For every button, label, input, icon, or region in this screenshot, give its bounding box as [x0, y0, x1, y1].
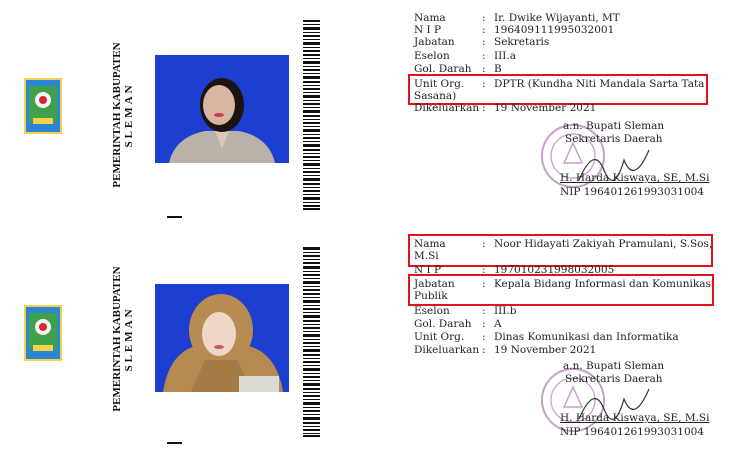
- value-jabatan: Sekretaris: [494, 36, 550, 48]
- signatory-name: H. Harda Kiswaya, SE, M.Si: [560, 412, 710, 424]
- value-jabatan-line2: Publik: [414, 290, 448, 302]
- org-name-line1: PEMERINTAH KABUPATEN: [111, 42, 123, 188]
- highlight-unit-org: [408, 74, 708, 105]
- photo-person-1: [155, 55, 289, 163]
- value-nip: 196409111995032001: [494, 24, 615, 36]
- highlight-jabatan: [408, 274, 714, 306]
- org-vertical-title: [111, 35, 135, 195]
- value-nama: Ir. Dwike Wijayanti, MT: [494, 12, 620, 24]
- value-nama-line2: M.Si: [414, 250, 439, 262]
- divider-dash: [167, 216, 182, 218]
- value-eselon: III.a: [494, 50, 517, 62]
- value-jabatan: Kepala Bidang Informasi dan Komunikasi: [494, 278, 715, 290]
- barcode-2: [303, 247, 320, 437]
- org-vertical-title: [111, 259, 135, 419]
- highlight-nama: [408, 234, 713, 267]
- org-name-line2: SLEMAN: [123, 306, 135, 372]
- photo-person-2: [155, 284, 289, 392]
- id-card-1: PEMERINTAH KABUPATEN SLEMAN Nama : Ir. Dwike Wijayanti, MT N I P : 196409111995032001 Jabatan : Sekretaris Eselon : III.a Gol. Darah : B Unit Org. : DPTR (Kundha Niti Mandala Sarta Tata Sasana) Dikeluarkan : 19 November 2021 a.n. Bupati Sleman Sekretaris Daerah H. Harda Kiswaya, SE, M.Si NIP 196401261993031004: [0, 0, 751, 229]
- signatory-nip: NIP 196401261993031004: [560, 426, 704, 438]
- signatory-line2: Sekretaris Daerah: [565, 373, 663, 385]
- signatory-name: H. Harda Kiswaya, SE, M.Si: [560, 172, 710, 184]
- signatory-line2: Sekretaris Daerah: [565, 133, 663, 145]
- signatory-line1: a.n. Bupati Sleman: [563, 360, 665, 372]
- value-unit-org: DPTR (Kundha Niti Mandala Sarta Tata: [494, 78, 705, 90]
- value-dikeluarkan: 19 November 2021: [494, 344, 597, 356]
- signatory-line1: a.n. Bupati Sleman: [563, 120, 665, 132]
- value-gol-darah: B: [494, 63, 502, 75]
- value-dikeluarkan: 19 November 2021: [494, 102, 597, 114]
- sleman-emblem-icon: [24, 305, 62, 361]
- org-name-line2: SLEMAN: [123, 82, 135, 148]
- org-name-line1: PEMERINTAH KABUPATEN: [111, 266, 123, 412]
- divider-dash: [167, 442, 182, 444]
- barcode-1: [303, 20, 320, 210]
- sleman-emblem-icon: [24, 78, 62, 134]
- value-unit-org: Dinas Komunikasi dan Informatika: [494, 331, 679, 343]
- value-nip: 197010231998032005: [494, 264, 615, 276]
- value-eselon: III.b: [494, 305, 517, 317]
- id-card-2: PEMERINTAH KABUPATEN SLEMAN Nama : Noor Hidayati Zakiyah Pramulani, S.Sos, M.Si N I P : 197010231998032005 Jabatan : Kepala Bidang Informasi dan Komunikasi Publik Eselon : III.b Gol. Darah : A Unit Org. : Dinas Komunikasi dan Informatika Dikeluarkan : 19 November 2021 a.n. Bupati Sleman Sekretaris Daerah H. Harda Kiswaya, SE, M.Si NIP 196401261993031004: [0, 229, 751, 458]
- signatory-nip: NIP 196401261993031004: [560, 186, 704, 198]
- value-unit-org-line2: Sasana): [414, 90, 457, 102]
- value-gol-darah: A: [494, 318, 502, 330]
- value-nama: Noor Hidayati Zakiyah Pramulani, S.Sos,: [494, 238, 713, 250]
